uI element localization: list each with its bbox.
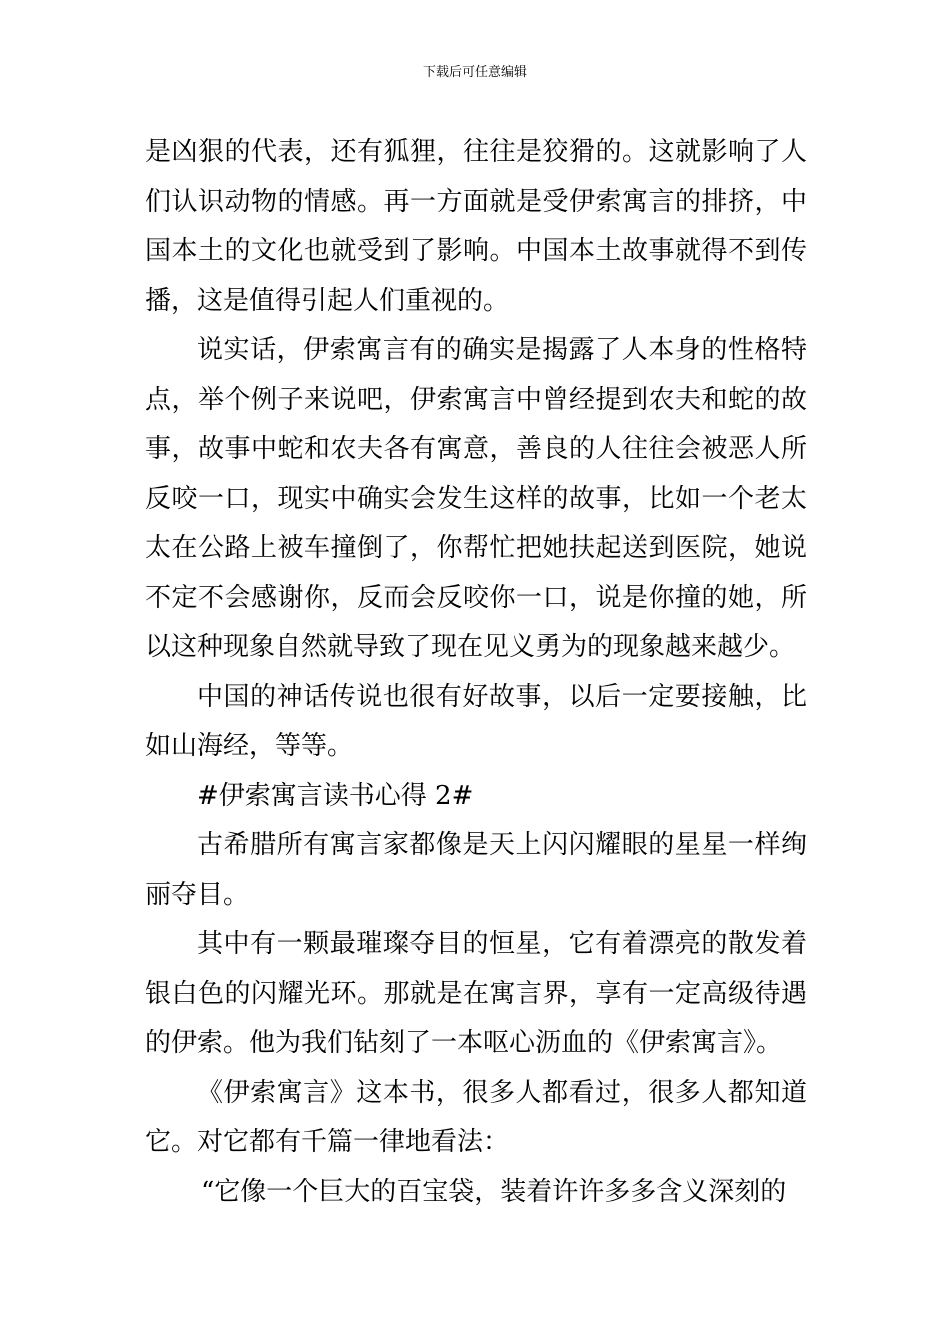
document-body	[145, 128, 807, 1217]
paragraph-quote: “它像一个巨大的百宝袋，装着许许多多含义深刻的	[201, 1176, 787, 1207]
paragraph: 其中有一颗最璀璨夺目的恒星，它有着漂亮的散发着银白色的闪耀光环。那就是在寓言界，享有一定高级待遇的伊索。他为我们钻刻了一本呕心沥血的《伊索寓言》。	[145, 929, 807, 1058]
page-header: 下载后可任意编辑	[422, 65, 527, 80]
paragraph: 说实话，伊索寓言有的确实是揭露了人本身的性格特点，举个例子来说吧，伊索寓言中曾经提到农夫和蛇的故事，故事中蛇和农夫各有寓意，善良的人往往会被恶人所反咬一口，现实中确实会发生这样的故事，比如一个老太太在公路上被车撞倒了，你帮忙把她扶起送到医院，她说不定不会感谢你，反而会反咬你一口，说是你撞的她，所以这种现象自然就导致了现在见义勇为的现象越来越少。	[145, 335, 807, 662]
paragraph: 《伊索寓言》这本书，很多人都看过，很多人都知道它。对它都有千篇一律地看法：	[145, 1077, 807, 1157]
section-heading: #伊索寓言读书心得 2#	[197, 780, 474, 811]
paragraph-continuation: 是凶狠的代表，还有狐狸，往往是狡猾的。这就影响了人们认识动物的情感。再一方面就是受伊索寓言的排挤，中国本土的文化也就受到了影响。中国本土故事就得不到传播，这是值得引起人们重视的。	[145, 137, 807, 316]
paragraph: 古希腊所有寓言家都像是天上闪闪耀眼的星星一样绚丽夺目。	[145, 830, 807, 910]
paragraph: 中国的神话传说也很有好故事，以后一定要接触，比如山海经，等等。	[145, 681, 807, 761]
